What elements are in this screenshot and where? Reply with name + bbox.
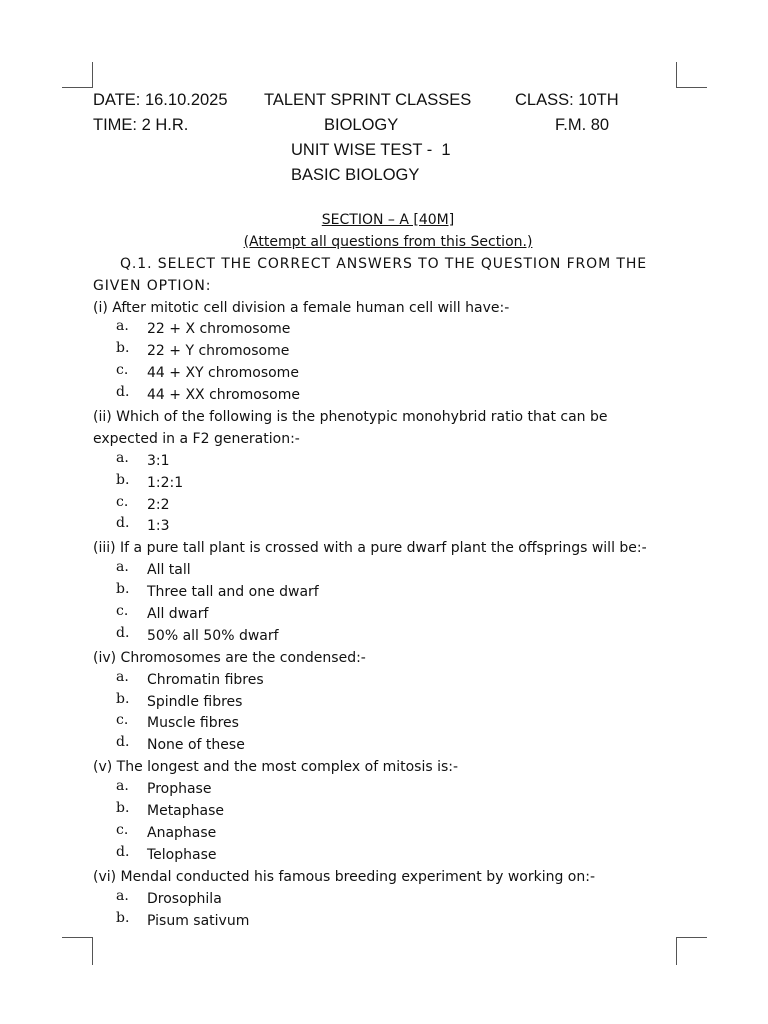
answer-option <box>93 779 683 801</box>
option-letter: c. <box>116 493 129 510</box>
option-letter: a. <box>116 778 129 795</box>
q1-heading-line-1: Q.1. SELECT THE CORRECT ANSWERS TO THE QUESTION FROM THE <box>120 255 648 272</box>
option-letter: b. <box>116 800 130 817</box>
option-letter: b. <box>116 690 130 707</box>
question-text: (ii) Which of the following is the phenotypic monohybrid ratio that can be <box>93 409 608 426</box>
option-text: 2:2 <box>147 496 170 513</box>
section-title: SECTION – A [40M] <box>321 212 455 228</box>
crop-mark-bottom-left <box>62 937 93 965</box>
option-text: Metaphase <box>147 803 225 820</box>
option-text: 3:1 <box>147 452 170 469</box>
full-marks: F.M. 80 <box>555 116 610 134</box>
option-text: Muscle fibres <box>147 715 239 732</box>
answer-option <box>93 670 683 692</box>
exam-body <box>93 210 683 932</box>
option-letter: c. <box>116 712 129 729</box>
answer-option <box>93 451 683 473</box>
option-letter: a. <box>116 887 129 904</box>
answer-option <box>93 823 683 845</box>
option-text: 44 + XY chromosome <box>147 365 299 382</box>
answer-option <box>93 385 683 407</box>
option-text: Pisum sativum <box>147 912 250 929</box>
option-letter: d. <box>116 515 130 532</box>
option-text: None of these <box>147 737 245 754</box>
answer-option <box>93 845 683 867</box>
crop-mark-top-right <box>676 62 707 88</box>
subject-name: BIOLOGY <box>324 116 399 134</box>
answer-option <box>93 801 683 823</box>
option-letter: c. <box>116 821 129 838</box>
crop-mark-top-left <box>62 62 93 88</box>
option-text: Drosophila <box>147 890 222 907</box>
section-instruction: (Attempt all questions from this Section.) <box>243 233 533 250</box>
option-letter: c. <box>116 362 129 379</box>
option-text: 44 + XX chromosome <box>147 387 300 404</box>
answer-option <box>93 582 683 604</box>
option-letter: b. <box>116 471 130 488</box>
option-letter: d. <box>116 384 130 401</box>
option-letter: a. <box>116 449 129 466</box>
answer-option <box>93 560 683 582</box>
option-letter: c. <box>116 603 129 620</box>
answer-option <box>93 341 683 363</box>
option-text: Chromatin fibres <box>147 671 264 688</box>
question-text: (i) After mitotic cell division a female human cell will have:- <box>93 299 510 316</box>
option-text: 1:2:1 <box>147 474 184 491</box>
option-text: 22 + X chromosome <box>147 321 291 338</box>
answer-option <box>93 473 683 495</box>
option-letter: a. <box>116 668 129 685</box>
answer-option <box>93 319 683 341</box>
question-text: (v) The longest and the most complex of mitosis is:- <box>93 759 459 776</box>
question-text: (iii) If a pure tall plant is crossed with a pure dwarf plant the offsprings will be:- <box>93 540 647 557</box>
option-text: All dwarf <box>147 606 209 623</box>
option-text: Spindle fibres <box>147 693 243 710</box>
option-text: All tall <box>147 562 191 579</box>
option-text: Anaphase <box>147 824 217 841</box>
exam-date: DATE: 16.10.2025 <box>93 91 228 109</box>
option-text: Telophase <box>147 846 217 863</box>
question-text: (vi) Mendal conducted his famous breeding experiment by working on:- <box>93 868 596 885</box>
option-text: 22 + Y chromosome <box>147 343 290 360</box>
answer-option <box>93 516 683 538</box>
answer-option <box>93 713 683 735</box>
option-letter: b. <box>116 340 130 357</box>
question-text: (iv) Chromosomes are the condensed:- <box>93 649 366 666</box>
exam-time: TIME: 2 H.R. <box>93 116 189 134</box>
option-text: Prophase <box>147 781 212 798</box>
answer-option <box>93 735 683 757</box>
answer-option <box>93 363 683 385</box>
option-letter: b. <box>116 581 130 598</box>
answer-option <box>93 692 683 714</box>
option-letter: d. <box>116 734 130 751</box>
option-text: 1:3 <box>147 518 170 535</box>
option-letter: b. <box>116 909 130 926</box>
institute-name: TALENT SPRINT CLASSES <box>264 91 472 109</box>
test-name: UNIT WISE TEST - 1 <box>291 141 451 159</box>
topic-name: BASIC BIOLOGY <box>291 166 420 184</box>
option-text: Three tall and one dwarf <box>147 584 319 601</box>
answer-option <box>93 911 683 933</box>
answer-option <box>93 626 683 648</box>
answer-option <box>93 889 683 911</box>
crop-mark-bottom-right <box>676 937 707 965</box>
option-letter: d. <box>116 624 130 641</box>
option-letter: a. <box>116 318 129 335</box>
class-label: CLASS: 10TH <box>515 91 619 109</box>
option-text: 50% all 50% dwarf <box>147 627 279 644</box>
option-letter: a. <box>116 559 129 576</box>
question-list <box>93 298 683 933</box>
answer-option <box>93 604 683 626</box>
q1-heading-line-2: GIVEN OPTION: <box>93 277 212 294</box>
question-text: expected in a F2 generation:- <box>93 430 300 447</box>
answer-option <box>93 495 683 517</box>
option-letter: d. <box>116 843 130 860</box>
